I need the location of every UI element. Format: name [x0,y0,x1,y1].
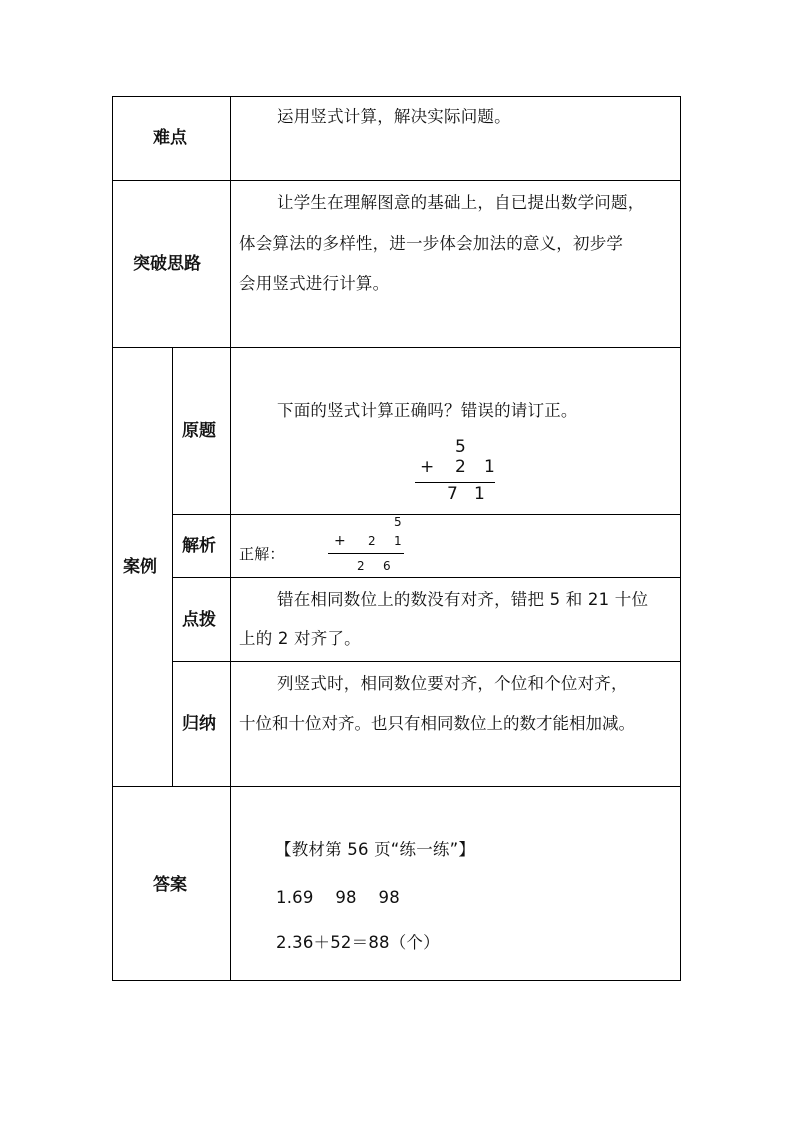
column-divider [230,96,231,981]
calc-digit: 1 [394,534,402,548]
calc-digit: 6 [383,559,391,573]
subrow-label-analysis: 解析 [182,536,216,556]
calc-result-line [415,482,495,483]
row-divider [172,514,681,515]
calc-plus-sign: + [420,457,435,477]
calc-digit: 1 [474,484,485,504]
answer-heading: 【教材第 56 页“练一练”】 [275,840,476,859]
table-border-bottom [112,980,681,981]
calc-result-line [328,553,404,554]
difficulty-text: 运用竖式计算，解决实际问题。 [277,107,511,126]
subrow-label-summary: 归纳 [182,714,216,734]
calc-digit: 5 [455,437,466,457]
breakthrough-line: 体会算法的多样性，进一步体会加法的意义，初步学 [239,234,624,253]
row-label-answer: 答案 [153,875,187,895]
case-subcolumn-divider [172,347,173,786]
row-label-difficulty: 难点 [153,128,187,148]
row-divider [172,661,681,662]
calc-digit: 2 [368,534,376,548]
breakthrough-line: 让学生在理解图意的基础上，自已提出数学问题， [277,193,645,212]
summary-line: 列竖式时，相同数位要对齐，个位和个位对齐， [277,674,628,693]
answer-line: 2.36＋52＝88（个） [276,933,440,952]
answer-line: 1.69 98 98 [276,888,400,907]
row-divider [112,786,681,787]
calc-digit: 5 [394,515,402,529]
summary-line: 十位和十位对齐。也只有相同数位上的数才能相加减。 [239,714,635,733]
calc-digit: 2 [455,457,466,477]
table-border-left [112,96,113,981]
row-divider [112,180,681,181]
calc-plus-sign: + [334,533,346,549]
tips-line: 错在相同数位上的数没有对齐，错把 5 和 21 十位 [277,590,649,609]
correct-answer-prefix: 正解： [239,545,285,563]
table-border-top [112,96,681,97]
original-question-text: 下面的竖式计算正确吗？错误的请订正。 [277,401,578,420]
row-label-breakthrough: 突破思路 [133,254,201,274]
subrow-label-tips: 点拨 [182,610,216,630]
row-divider [172,577,681,578]
calc-digit: 2 [357,559,365,573]
row-divider [112,347,681,348]
row-label-case: 案例 [123,557,157,577]
subrow-label-original: 原题 [182,421,216,441]
breakthrough-line: 会用竖式进行计算。 [239,274,390,293]
calc-digit: 7 [447,484,458,504]
tips-line: 上的 2 对齐了。 [239,629,361,648]
table-border-right [680,96,681,981]
calc-digit: 1 [484,457,495,477]
